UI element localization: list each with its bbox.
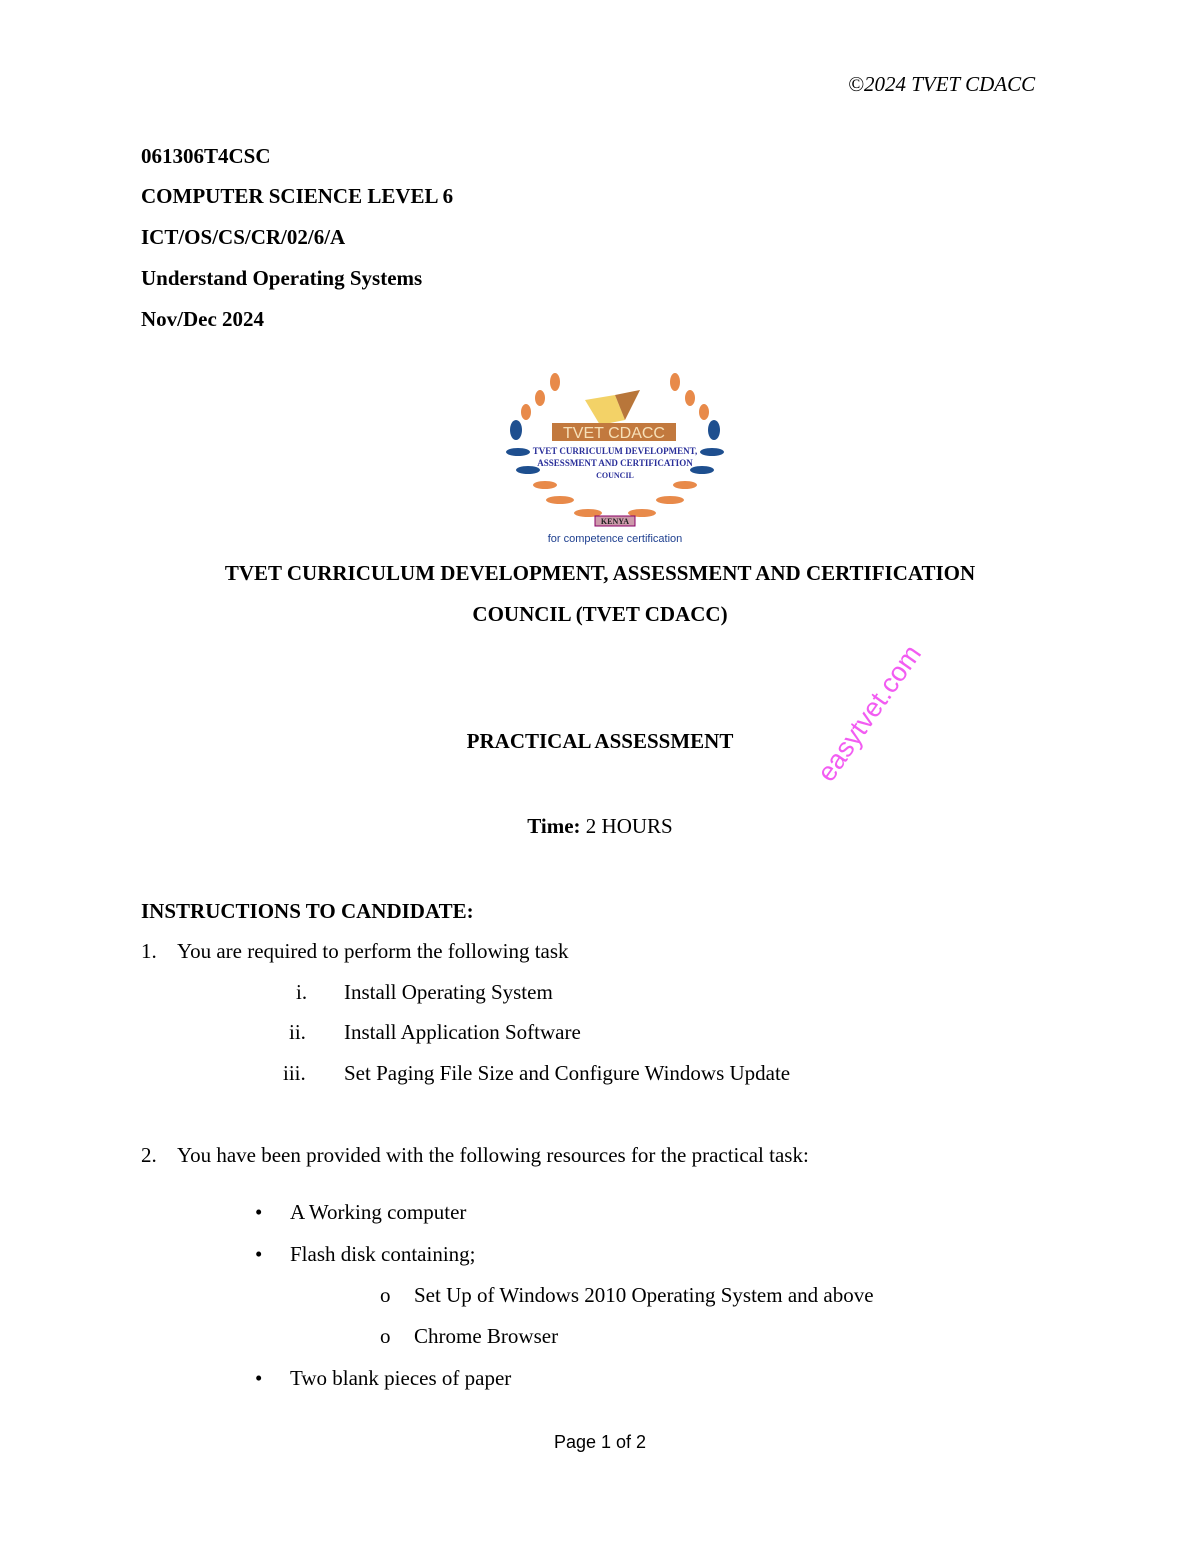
- svg-text:ASSESSMENT AND CERTIFICATION: ASSESSMENT AND CERTIFICATION: [537, 458, 693, 468]
- council-name-line1: TVET CURRICULUM DEVELOPMENT, ASSESSMENT AND CERTIFICATION: [224, 561, 976, 585]
- page-number: Page 1 of 2: [553, 1432, 647, 1452]
- task-item: Install Application Software: [344, 1020, 581, 1044]
- unit-code: ICT/OS/CS/CR/02/6/A: [141, 225, 346, 249]
- copyright-header: ©2024 TVET CDACC: [848, 72, 1036, 96]
- council-name-line2: COUNCIL (TVET CDACC): [472, 602, 728, 626]
- tvet-cdacc-logo: [500, 370, 730, 550]
- task-num: iii.: [283, 1061, 306, 1085]
- resource-subitem: Set Up of Windows 2010 Operating System and above: [414, 1283, 874, 1307]
- resource-subitem: Chrome Browser: [414, 1324, 559, 1348]
- resource-item: A Working computer: [290, 1200, 467, 1224]
- resource-item: Flash disk containing;: [290, 1242, 476, 1266]
- resource-item: Two blank pieces of paper: [290, 1366, 512, 1390]
- exam-session: Nov/Dec 2024: [141, 307, 265, 331]
- bullet-icon: •: [255, 1242, 263, 1266]
- course-title: COMPUTER SCIENCE LEVEL 6: [141, 184, 454, 208]
- task-item: Set Paging File Size and Configure Windows Update: [344, 1061, 791, 1085]
- circle-bullet-icon: o: [380, 1324, 391, 1348]
- watermark: easytvet.com: [811, 639, 928, 787]
- paper-code: 061306T4CSC: [141, 144, 271, 168]
- circle-bullet-icon: o: [380, 1283, 391, 1307]
- svg-text:KENYA: KENYA: [600, 517, 630, 526]
- instruction-2-num: 2.: [141, 1143, 157, 1167]
- time-label: Time:: [527, 814, 581, 838]
- svg-text:TVET CURRICULUM DEVELOPMENT,: TVET CURRICULUM DEVELOPMENT,: [532, 446, 698, 456]
- task-num: ii.: [289, 1020, 306, 1044]
- logo-acronym: TVET CDACC: [563, 425, 665, 442]
- task-num: i.: [296, 980, 308, 1004]
- svg-text:COUNCIL: COUNCIL: [596, 471, 634, 480]
- instruction-1-num: 1.: [141, 939, 157, 963]
- instructions-heading: INSTRUCTIONS TO CANDIDATE:: [141, 899, 474, 923]
- instruction-2-text: You have been provided with the following resources for the practical task:: [177, 1143, 809, 1167]
- time-allowed: [0, 814, 1200, 839]
- bullet-icon: •: [255, 1200, 263, 1224]
- unit-title: Understand Operating Systems: [141, 266, 423, 290]
- bullet-icon: •: [255, 1366, 263, 1390]
- time-value: 2 HOURS: [585, 814, 673, 838]
- instruction-1-text: You are required to perform the following task: [177, 939, 569, 963]
- svg-text:for competence certification: for competence certification: [547, 533, 683, 545]
- assessment-title: PRACTICAL ASSESSMENT: [466, 729, 734, 753]
- task-item: Install Operating System: [344, 980, 553, 1004]
